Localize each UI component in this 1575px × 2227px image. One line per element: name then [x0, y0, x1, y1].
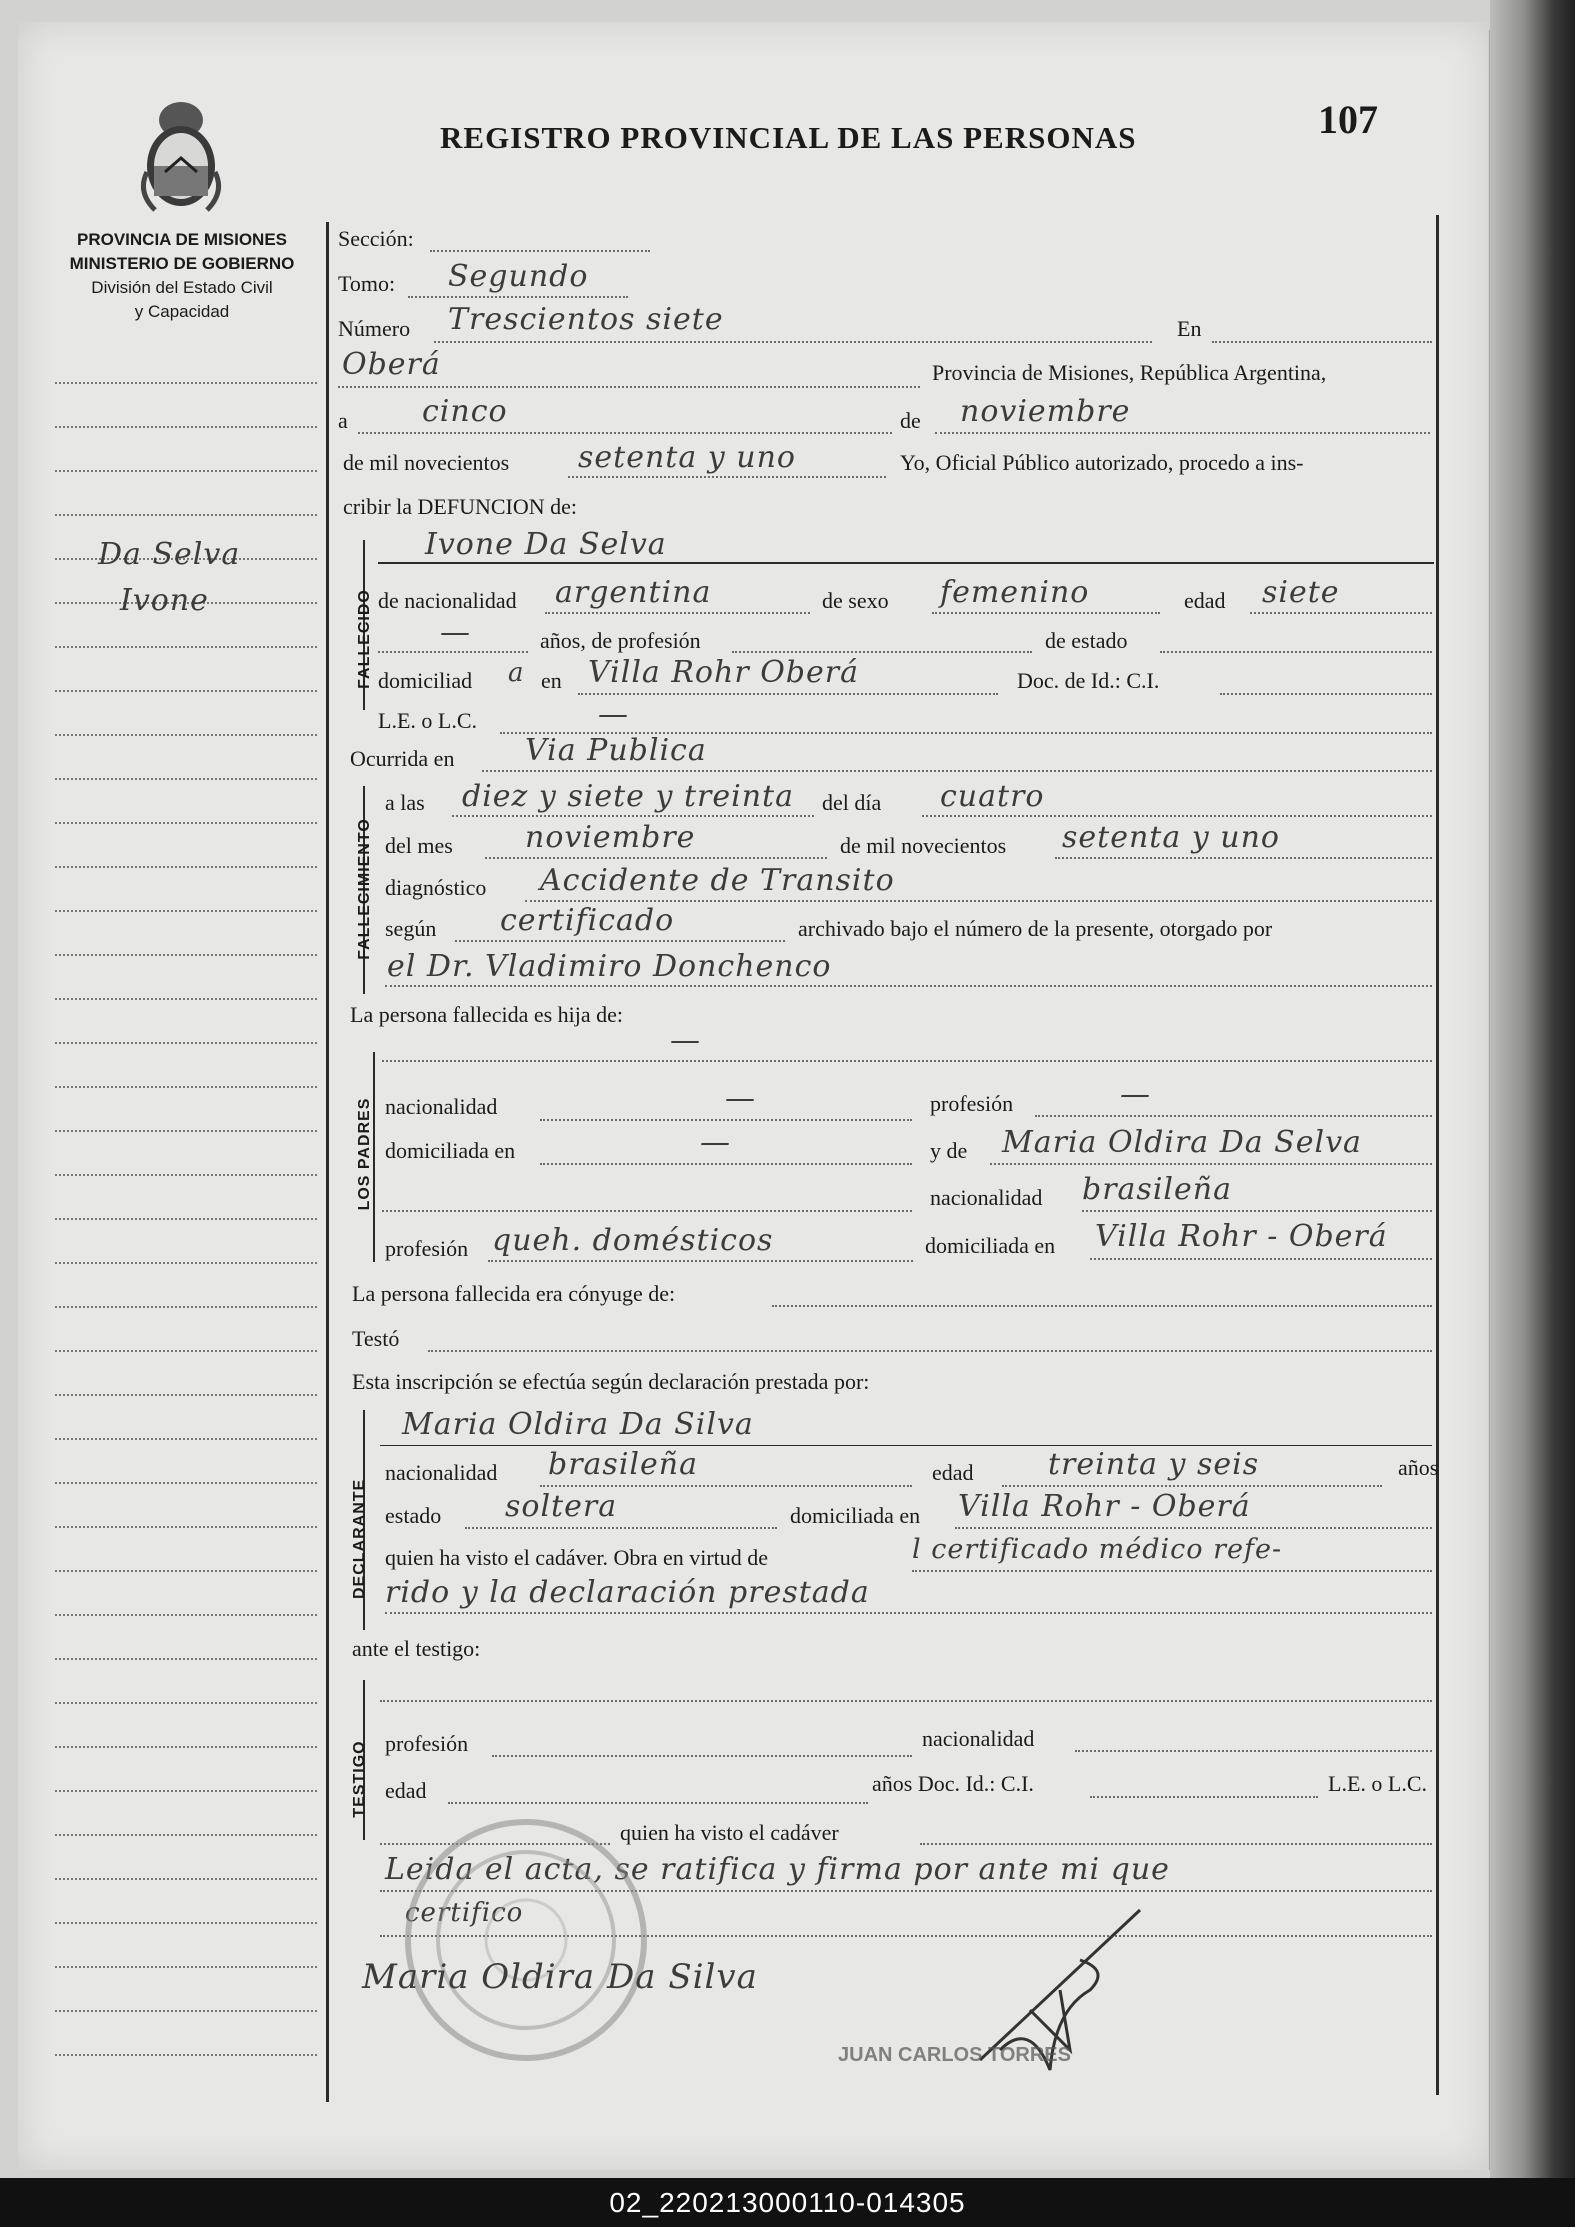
label-dec-nacionalidad: nacionalidad	[385, 1460, 498, 1485]
label-edad: edad	[1184, 588, 1226, 613]
value-padre-dom: —	[700, 1125, 731, 1160]
line-en	[1212, 341, 1432, 343]
value-edad: siete	[1262, 575, 1340, 610]
label-de: de	[900, 408, 921, 433]
label-seccion: Sección:	[338, 226, 414, 251]
value-hora: diez y siete y treinta	[462, 779, 794, 814]
label-de-nacionalidad: de nacionalidad	[378, 588, 517, 613]
side-label-testigo: TESTIGO	[351, 1740, 368, 1818]
line-nacionalidad	[545, 612, 810, 614]
label-provincia: Provincia de Misiones, República Argentina,	[932, 360, 1327, 385]
value-dec-obra-1: l certificado médico refe-	[912, 1534, 1283, 1565]
line-madre-prof	[488, 1260, 913, 1262]
official-seal-stamp	[398, 1812, 654, 2068]
label-a-las: a las	[385, 790, 425, 815]
label-dec-domiciliada: domiciliada en	[790, 1503, 921, 1528]
value-anos: —	[440, 615, 471, 650]
side-label-padres: LOS PADRES	[356, 1097, 373, 1211]
value-mes: noviembre	[960, 394, 1131, 429]
officer-stamp-name: JUAN CARLOS TORRES	[838, 2044, 1071, 2066]
authority-line-4: y Capacidad	[134, 302, 230, 321]
margin-ruled-line	[55, 1174, 317, 1176]
side-label-fallecido: FALLECIDO	[356, 589, 373, 689]
line-dia-fall	[922, 815, 1432, 817]
value-mes-fall: noviembre	[525, 820, 696, 855]
line-t-profesion	[492, 1755, 912, 1757]
line-t-doc	[1090, 1796, 1318, 1798]
value-nacionalidad: argentina	[555, 575, 712, 610]
line-estado	[1160, 651, 1432, 653]
value-anio-fall: setenta y uno	[1062, 820, 1280, 855]
line-profesion	[732, 651, 1032, 653]
value-domiciliad-suffix: a	[508, 658, 525, 688]
value-dec-obra-2: rido y la declaración prestada	[385, 1575, 870, 1610]
line-dec-edad	[1002, 1485, 1382, 1487]
label-hija-de: La persona fallecida es hija de:	[350, 1002, 624, 1027]
value-padre: —	[670, 1023, 701, 1058]
label-archivado: archivado bajo el número de la presente, otorgado por	[798, 916, 1273, 941]
value-dec-dom: Villa Rohr - Oberá	[958, 1489, 1251, 1524]
value-madre-nac: brasileña	[1082, 1172, 1232, 1207]
margin-ruled-line	[55, 1922, 317, 1924]
value-madre-prof: queh. domésticos	[492, 1223, 774, 1258]
value-segun: certificado	[500, 903, 675, 938]
label-t-edad: edad	[385, 1778, 427, 1803]
margin-ruled-line	[55, 646, 317, 648]
label-diagnostico: diagnóstico	[385, 875, 487, 900]
margin-ruled-line	[55, 1218, 317, 1220]
label-t-nacionalidad: nacionalidad	[922, 1726, 1035, 1751]
coat-of-arms-icon	[135, 92, 227, 217]
margin-ruled-line	[55, 998, 317, 1000]
value-certifico: certifico	[405, 1898, 524, 1928]
line-dec-estado	[465, 1527, 777, 1529]
line-madre-dom	[1090, 1258, 1432, 1260]
line-dec-obra-1	[912, 1570, 1432, 1572]
value-lugar: Oberá	[342, 347, 441, 382]
line-anio	[568, 476, 886, 478]
margin-ruled-line	[55, 514, 317, 516]
line-t-edad	[448, 1802, 868, 1804]
side-label-declarante: DECLARANTE	[351, 1478, 368, 1599]
label-t-quien: quien ha visto el cadáver	[620, 1820, 839, 1845]
label-domiciliad: domiciliad	[378, 668, 473, 693]
value-ocurrida: Via Publica	[525, 733, 707, 768]
margin-ruled-line	[55, 866, 317, 868]
margin-ruled-line	[55, 1042, 317, 1044]
value-madre-dom: Villa Rohr - Oberá	[1095, 1219, 1388, 1254]
margin-ruled-line	[55, 734, 317, 736]
value-medico: el Dr. Vladimiro Donchenco	[387, 949, 832, 984]
label-oficial: Yo, Oficial Público autorizado, procedo a ins-	[900, 450, 1304, 475]
margin-ruled-line	[55, 1614, 317, 1616]
value-madre: Maria Oldira Da Selva	[1002, 1125, 1362, 1160]
line-testo	[428, 1350, 1432, 1352]
document-title: REGISTRO PROVINCIAL DE LAS PERSONAS	[440, 120, 1137, 155]
line-madre	[990, 1163, 1432, 1165]
value-dec-edad: treinta y seis	[1048, 1447, 1260, 1482]
book-binding	[1490, 0, 1575, 2178]
line-segun	[455, 940, 785, 942]
label-inscripcion: Esta inscripción se efectúa según declaración prestada por:	[352, 1369, 870, 1394]
line-medico	[385, 985, 1432, 987]
margin-ruled-line	[55, 1394, 317, 1396]
label-de-mil: de mil novecientos	[343, 450, 510, 475]
value-leida: Leida el acta, se ratifica y firma por ante mi que	[385, 1852, 1170, 1887]
line-edad	[1250, 612, 1432, 614]
margin-ruled-line	[55, 1570, 317, 1572]
value-sexo: femenino	[940, 575, 1090, 610]
label-a: a	[338, 408, 348, 433]
label-en-domicilio: en	[541, 668, 562, 693]
margin-ruled-line	[55, 778, 317, 780]
signature-declarante: Maria Oldira Da Silva	[362, 1957, 758, 1997]
margin-ruled-line	[55, 2054, 317, 2056]
line-padre-prof	[1035, 1115, 1432, 1117]
value-tomo: Segundo	[448, 259, 589, 294]
margin-ruled-line	[55, 1702, 317, 1704]
margin-ruled-line	[55, 2010, 317, 2012]
main-left-rule	[326, 222, 329, 2102]
line-dec-dom	[955, 1527, 1432, 1529]
label-ante-testigo: ante el testigo:	[352, 1636, 481, 1661]
label-anos-profesion: años, de profesión	[540, 628, 701, 653]
margin-ruled-line	[55, 1966, 317, 1968]
label-del-dia: del día	[822, 790, 882, 815]
margin-ruled-line	[55, 1658, 317, 1660]
line-mes	[935, 432, 1430, 434]
value-padre-nac: —	[725, 1081, 756, 1116]
value-numero: Trescientos siete	[448, 302, 724, 337]
margin-ruled-line	[55, 1482, 317, 1484]
line-sexo	[932, 612, 1160, 614]
authority-line-1: PROVINCIA DE MISIONES	[76, 230, 287, 249]
line-dec-obra-2	[385, 1612, 1432, 1614]
value-anio: setenta y uno	[578, 440, 796, 475]
label-t-anos-doc: años Doc. Id.: C.I.	[872, 1771, 1034, 1796]
label-padre-nacionalidad: nacionalidad	[385, 1094, 498, 1119]
line-conyuge	[772, 1305, 1432, 1307]
line-padre	[382, 1060, 1432, 1062]
margin-ruled-line	[55, 1262, 317, 1264]
label-dec-anos: años	[1398, 1455, 1439, 1480]
label-ocurrida: Ocurrida en	[350, 746, 455, 771]
line-dec-nac	[540, 1485, 912, 1487]
authority-line-2: MINISTERIO DE GOBIERNO	[69, 254, 295, 273]
line-doc-id	[1220, 693, 1432, 695]
line-hora	[452, 815, 814, 817]
line-mes-fall	[485, 857, 827, 859]
label-padre-profesion: profesión	[930, 1091, 1014, 1116]
scan-filename-footer: 02_220213000110-014305	[0, 2178, 1575, 2227]
value-dec-nac: brasileña	[548, 1447, 698, 1482]
margin-ruled-line	[55, 426, 317, 428]
value-padre-prof: —	[1120, 1077, 1151, 1112]
line-anio-fall	[1055, 857, 1432, 859]
line-seccion	[430, 250, 650, 252]
label-madre-profesion: profesión	[385, 1236, 469, 1261]
margin-note-name: Ivone	[120, 583, 209, 618]
line-domicilio	[578, 693, 998, 695]
label-padre-domiciliada: domiciliada en	[385, 1138, 516, 1163]
margin-ruled-line	[55, 954, 317, 956]
value-dia-fall: cuatro	[940, 779, 1045, 814]
value-dec-estado: soltera	[505, 1489, 618, 1524]
margin-ruled-line	[55, 1086, 317, 1088]
value-nombre: Ivone Da Selva	[425, 527, 667, 562]
label-numero: Número	[338, 316, 411, 341]
margin-ruled-line	[55, 822, 317, 824]
label-en: En	[1177, 316, 1202, 341]
label-t-le-lc: L.E. o L.C.	[1328, 1771, 1427, 1796]
label-t-profesion: profesión	[385, 1731, 469, 1756]
main-right-rule	[1436, 215, 1439, 2095]
line-numero	[434, 341, 1152, 343]
line-lugar	[338, 386, 920, 388]
margin-ruled-line	[55, 470, 317, 472]
label-inscribir: cribir la DEFUNCION de:	[343, 494, 578, 519]
margin-ruled-line	[55, 1130, 317, 1132]
margin-ruled-line	[55, 690, 317, 692]
line-t-quien-post	[920, 1843, 1432, 1845]
margin-ruled-line	[55, 1878, 317, 1880]
value-domicilio: Villa Rohr Oberá	[588, 655, 859, 690]
label-de-sexo: de sexo	[822, 588, 889, 613]
label-dec-quien: quien ha visto el cadáver. Obra en virtud de	[385, 1545, 769, 1570]
label-del-mes: del mes	[385, 833, 453, 858]
label-testo: Testó	[352, 1326, 400, 1351]
label-tomo: Tomo:	[338, 271, 396, 296]
label-madre-domiciliada: domiciliada en	[925, 1233, 1056, 1258]
issuing-authority	[42, 228, 322, 324]
side-label-fallecimiento: FALLECIMIENTO	[356, 818, 373, 960]
label-conyuge: La persona fallecida era cónyuge de:	[352, 1281, 676, 1306]
margin-ruled-line	[55, 1350, 317, 1352]
label-y-de: y de	[930, 1138, 968, 1163]
line-ocurrida	[482, 770, 1432, 772]
label-de-mil-nov: de mil novecientos	[840, 833, 1007, 858]
line-padre-nac	[540, 1119, 912, 1121]
authority-line-3: División del Estado Civil	[91, 278, 273, 297]
line-padre-dom	[540, 1163, 912, 1165]
margin-ruled-line	[55, 910, 317, 912]
label-dec-edad: edad	[932, 1460, 974, 1485]
line-madre-nac	[1082, 1210, 1432, 1212]
margin-ruled-line	[55, 1526, 317, 1528]
line-t-nac	[1075, 1750, 1432, 1752]
label-de-estado: de estado	[1045, 628, 1128, 653]
line-anos	[378, 651, 528, 653]
label-segun: según	[385, 916, 437, 941]
value-declarante: Maria Oldira Da Silva	[402, 1407, 754, 1442]
label-le-lc: L.E. o L.C.	[378, 708, 477, 733]
line-nombre	[378, 562, 1434, 564]
label-madre-nacionalidad: nacionalidad	[930, 1185, 1043, 1210]
line-declarante	[380, 1445, 1432, 1446]
value-le-lc: —	[598, 697, 629, 732]
label-doc-id: Doc. de Id.: C.I.	[1017, 668, 1160, 693]
line-padres-blank	[382, 1210, 912, 1212]
line-tomo	[408, 296, 628, 298]
margin-note-surname: Da Selva	[98, 537, 241, 572]
value-dia: cinco	[422, 394, 508, 429]
line-diagnostico	[525, 900, 1432, 902]
margin-ruled-line	[55, 1438, 317, 1440]
line-dia	[358, 432, 892, 434]
margin-ruled-line	[55, 1790, 317, 1792]
line-testigo	[380, 1700, 1432, 1702]
margin-ruled-line	[55, 1746, 317, 1748]
margin-ruled-line	[55, 1834, 317, 1836]
label-dec-estado: estado	[385, 1503, 442, 1528]
margin-ruled-line	[55, 382, 317, 384]
margin-ruled-line	[55, 1306, 317, 1308]
page-number: 107	[1318, 97, 1378, 142]
value-diagnostico: Accidente de Transito	[540, 863, 895, 898]
